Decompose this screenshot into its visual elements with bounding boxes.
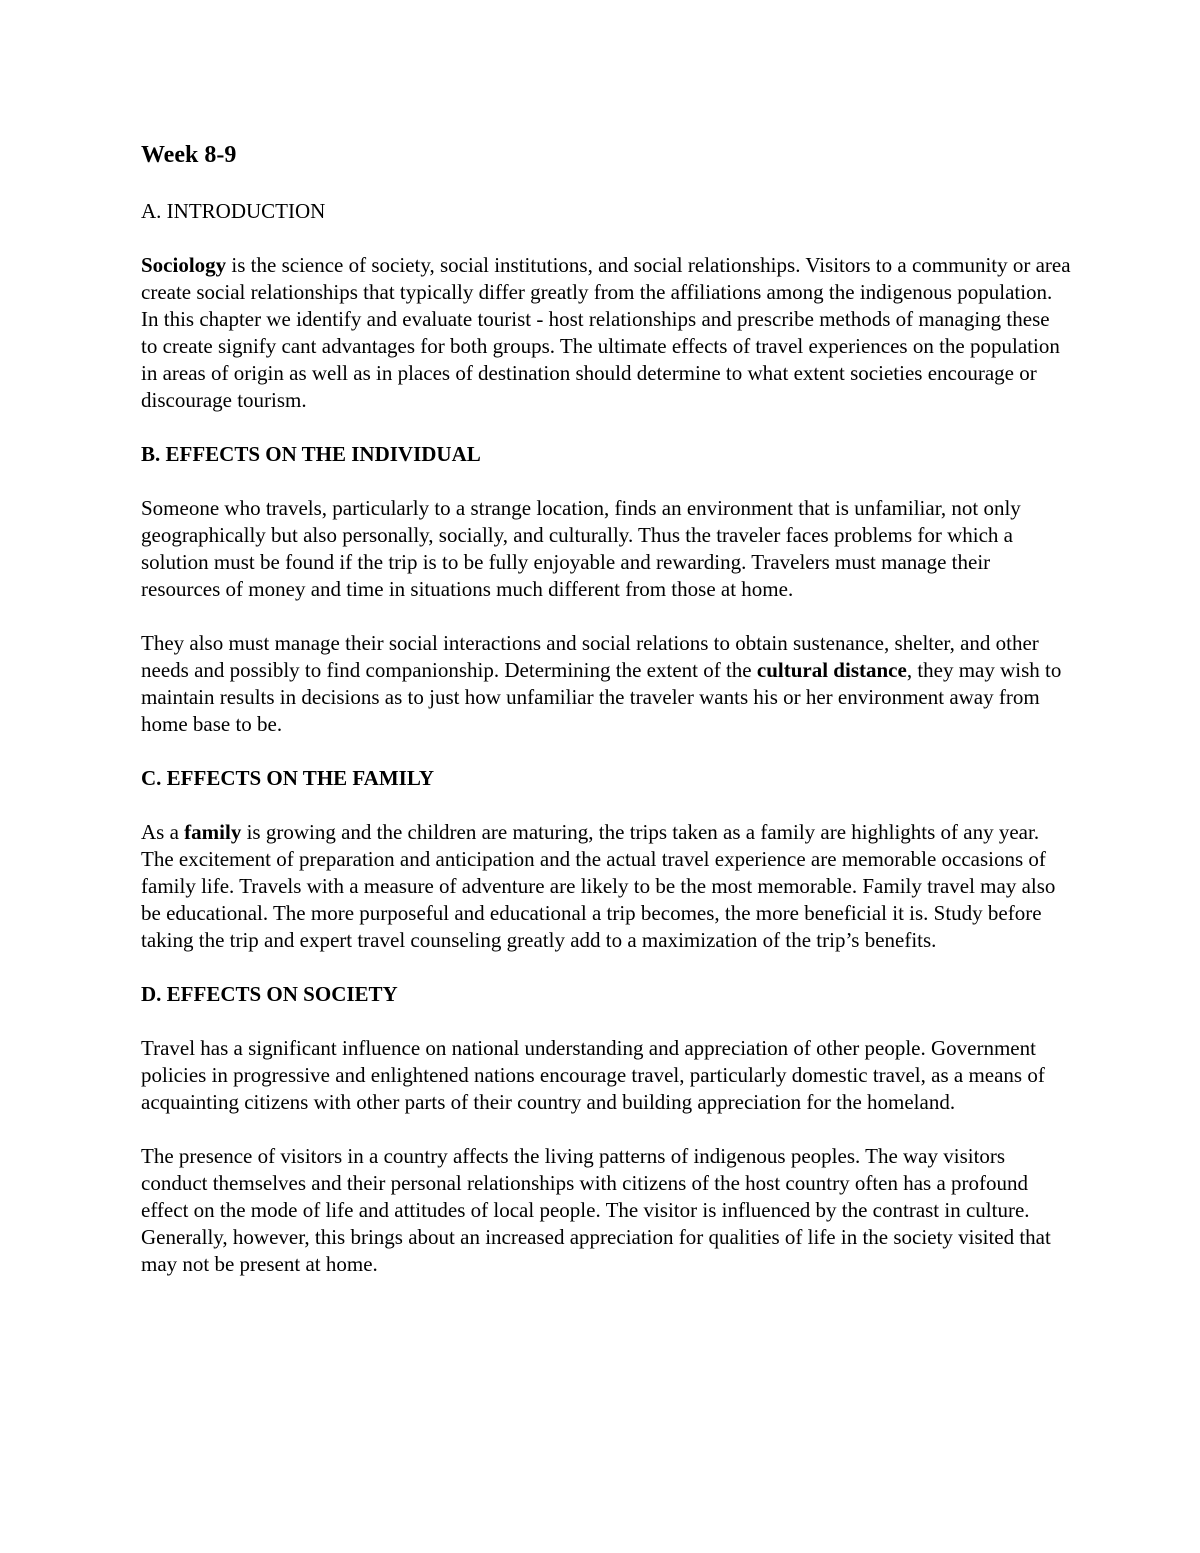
section-d-paragraph-1: Travel has a significant influence on national understanding and appreciation of other people. Government policies in progressive and enlightened nations encourage travel, particularly domestic travel, as a means of acquainting citizens with other parts of their country and building appreciation for the homeland. (141, 1036, 1045, 1114)
document-page (141, 140, 1071, 1305)
section-c-paragraph-1-text-after: is growing and the children are maturing, the trips taken as a family are highlights of any year. The excitement of preparation and anticipation and the actual travel experience are memorable occasions of family life. Travels with a measure of adventure are likely to be the most memorable. Family travel may also be educational. The more purposeful and educational a trip becomes, the more beneficial it is. Study before taking the trip and expert travel counseling greatly add to a maximization of the trip’s benefits. (141, 820, 1056, 952)
section-a-paragraph-1-text: is the science of society, social institutions, and social relationships. Visitors to a community or area create social relationships that typically differ greatly from the affiliations among the indigenous population. In this chapter we identify and evaluate tourist - host relationships and prescribe methods of managing these to create signify cant advantages for both groups. The ultimate effects of travel experiences on the population in areas of origin as well as in places of destination should determine to what extent societies encourage or discourage tourism. (141, 253, 1071, 412)
section-b-paragraph-2-text-after: , they may wish to maintain results in decisions as to just how unfamiliar the traveler wants his or her environment away from home base to be. (141, 658, 1062, 736)
section-d-heading: D. EFFECTS ON SOCIETY (141, 982, 398, 1006)
section-b-heading: B. EFFECTS ON THE INDIVIDUAL (141, 442, 481, 466)
term-family: family (184, 820, 242, 844)
term-cultural-distance: cultural distance (756, 658, 907, 682)
section-b-paragraph-2 (141, 630, 1071, 738)
section-b-paragraph-1: Someone who travels, particularly to a strange location, finds an environment that is unfamiliar, not only geographically but also personally, socially, and culturally. Thus the traveler faces problems for which a solution must be found if the trip is to be fully enjoyable and rewarding. Travelers must manage their resources of money and time in situations much different from those at home. (141, 496, 1021, 601)
section-b-paragraph-2-text-before: They also must manage their social interactions and social relations to obtain sustenance, shelter, and other needs and possibly to find companionship. Determining the extent of the (141, 631, 1039, 682)
section-a-paragraph-1 (141, 252, 1071, 414)
section-c-heading: C. EFFECTS ON THE FAMILY (141, 766, 435, 790)
section-a-heading: A. INTRODUCTION (141, 199, 326, 223)
section-c-paragraph-1-text-before: As a (141, 820, 185, 844)
section-c-paragraph-1 (141, 819, 1071, 954)
document-title: Week 8-9 (141, 142, 237, 168)
term-sociology: Sociology (141, 253, 227, 277)
section-d-paragraph-2: The presence of visitors in a country affects the living patterns of indigenous peoples. The way visitors conduct themselves and their personal relationships with citizens of the host country often has a profound effect on the mode of life and attitudes of local people. The visitor is influenced by the contrast in culture. Generally, however, this brings about an increased appreciation for qualities of life in the society visited that may not be present at home. (141, 1144, 1051, 1276)
